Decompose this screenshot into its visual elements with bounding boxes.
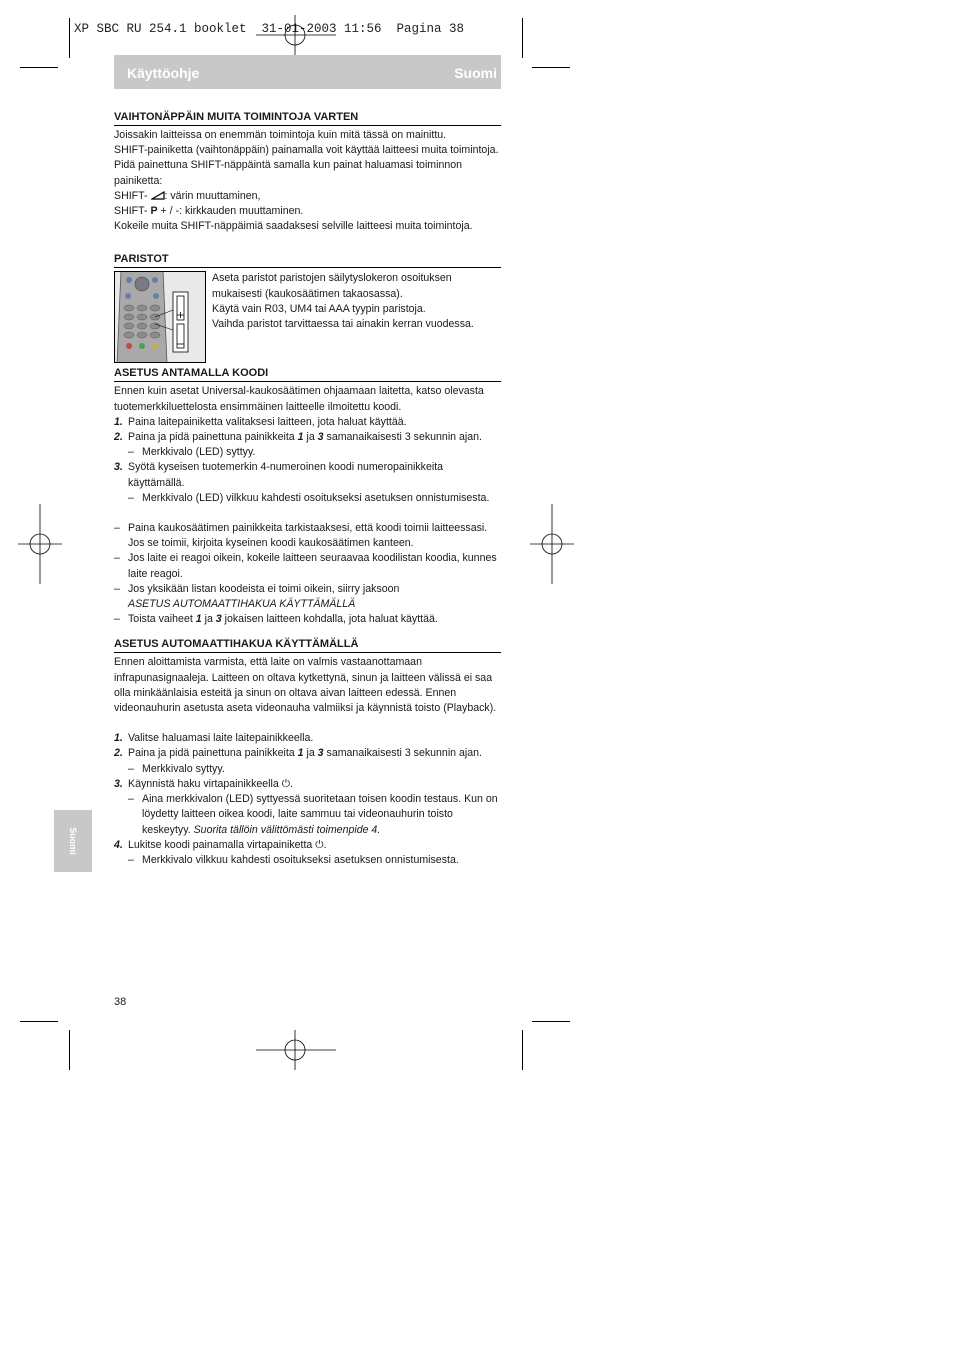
note-item: – Toista vaiheet 1 ja 3 jokaisen laitteen kohdalla, jota haluat käyttää. [114, 613, 438, 626]
paragraph: Joissakin laitteissa on enemmän toimintoja kuin mitä tässä on mainittu. [114, 129, 447, 141]
note-item: – Jos laite ei reagoi oikein, kokeile laitteen seuraavaa koodilistan koodia, kunnes laite reagoi. [114, 552, 497, 580]
crop-mark [20, 67, 58, 68]
color-wedge-icon [151, 191, 165, 200]
crop-mark [522, 1030, 523, 1070]
crop-mark [532, 1021, 570, 1022]
page-number: 38 [114, 996, 127, 1008]
language-side-tab: Suomi [54, 810, 92, 872]
crop-mark [69, 1030, 70, 1070]
header-title: Käyttöohje [127, 65, 200, 81]
paragraph: SHIFT-painiketta (vaihtonäppäin) painamalla voit käyttää laitteesi muita toimintoja. [114, 144, 499, 157]
paragraph: Pidä painettuna SHIFT-näppäintä samalla kun painat haluamasi toiminnon painiketta: [114, 159, 463, 187]
registration-mark-icon [18, 504, 62, 584]
print-slug: XP SBC RU 254.1 booklet 31-01-2003 11:56 Pagina 38 [74, 22, 465, 36]
paragraph: Käytä vain R03, UM4 tai AAA tyypin paristoja. [212, 302, 426, 315]
registration-mark-icon [530, 504, 574, 584]
remote-battery-illustration [114, 271, 206, 363]
section-title-auto: ASETUS AUTOMAATTIHAKUA KÄYTTÄMÄLLÄ [114, 637, 501, 653]
step-item: 1. Valitse haluamasi laite laitepainikkeella. [114, 732, 314, 745]
header-language: Suomi [454, 65, 497, 81]
section-title-shift: VAIHTONÄPPÄIN MUITA TOIMINTOJA VARTEN [114, 110, 501, 126]
step-item: 3. Käynnistä haku virtapainikkeella ⏻. [114, 777, 294, 790]
paragraph: Aseta paristot paristojen säilytyslokeron osoituksen mukaisesti (kaukosäätimen takaosassa). [212, 272, 452, 300]
step-subitem: – Merkkivalo (LED) syttyy. [128, 446, 256, 459]
crop-mark [20, 1021, 58, 1022]
crop-mark [532, 67, 570, 68]
step-item: 1. Paina laitepainiketta valitaksesi laitteen, jota haluat käyttää. [114, 415, 407, 428]
section-title-code: ASETUS ANTAMALLA KOODI [114, 366, 501, 382]
registration-mark-icon [256, 1030, 336, 1070]
paragraph: Kokeile muita SHIFT-näppäimiä saadaksesi selville laitteesi muita toimintoja. [114, 220, 473, 233]
step-item: 2. Paina ja pidä painettuna painikkeita 1 ja 3 samanaikaisesti 3 sekunnin ajan. [114, 747, 482, 760]
paragraph: Vaihda paristot tarvittaessa tai ainakin kerran vuodessa. [212, 318, 474, 331]
page-header [114, 55, 501, 89]
battery-block [114, 271, 501, 363]
paragraph: Ennen aloittamista varmista, että laite on valmis vastaanottamaan infrapunasignaaleja. Laitteen on oltava kytkettynä, sinun ja laitteen välissä ei saa olla minkäänlaisia esteitä ja sinun on oltava aivan laitteen edessä. Ennen videonauhurin asetusta aseta videonauha valmiiksi ja käynnistä toisto (Playback). [114, 656, 497, 715]
crop-mark [69, 18, 70, 58]
step-item: 3. Syötä kyseisen tuotemerkin 4-numeroinen koodi numeropainikkeita käyttämällä. [114, 461, 444, 489]
registration-mark-icon [256, 15, 336, 55]
note-item: – Paina kaukosäätimen painikkeita tarkistaaksesi, että koodi toimii laitteessasi. Jos se toimii, kirjoita kyseinen koodi kaukosäätimen kanteen. [114, 522, 488, 550]
step-subitem: – Aina merkkivalon (LED) syttyessä suoritetaan toisen koodin testaus. Kun on löydetty laitteen oikea koodi, laite sammuu tai videonauhurin toisto keskeytyy. Suorita tällöin välittömästi toimenpide 4. [128, 793, 498, 836]
step-subitem: – Merkkivalo syttyy. [128, 762, 225, 775]
paragraph: SHIFT- : värin muuttaminen, [114, 189, 261, 202]
step-item: 4. Lukitse koodi painamalla virtapainiketta ⏻. [114, 838, 327, 851]
section-title-battery: PARISTOT [114, 252, 501, 268]
battery-text [212, 271, 501, 363]
paragraph: Ennen kuin asetat Universal-kaukosäätimen ohjaamaan laitetta, katso olevasta tuotemerkkiluettelosta ensimmäinen laitteelle ilmoitettu koodi. [114, 385, 484, 413]
paragraph: SHIFT- P + / -: kirkkauden muuttaminen. [114, 205, 304, 218]
remote-control-icon [115, 272, 205, 362]
page-content [114, 110, 501, 868]
step-subitem: – Merkkivalo vilkkuu kahdesti osoitukseksi asetuksen onnistumisesta. [128, 853, 459, 866]
crop-mark [522, 18, 523, 58]
step-item: 2. Paina ja pidä painettuna painikkeita 1 ja 3 samanaikaisesti 3 sekunnin ajan. [114, 431, 482, 444]
step-subitem: – Merkkivalo (LED) vilkkuu kahdesti osoitukseksi asetuksen onnistumisesta. [128, 491, 490, 504]
note-item: – Jos yksikään listan koodeista ei toimi oikein, siirry jaksoon ASETUS AUTOMAATTIHAKUA KÄYTTÄMÄLLÄ [114, 582, 400, 611]
